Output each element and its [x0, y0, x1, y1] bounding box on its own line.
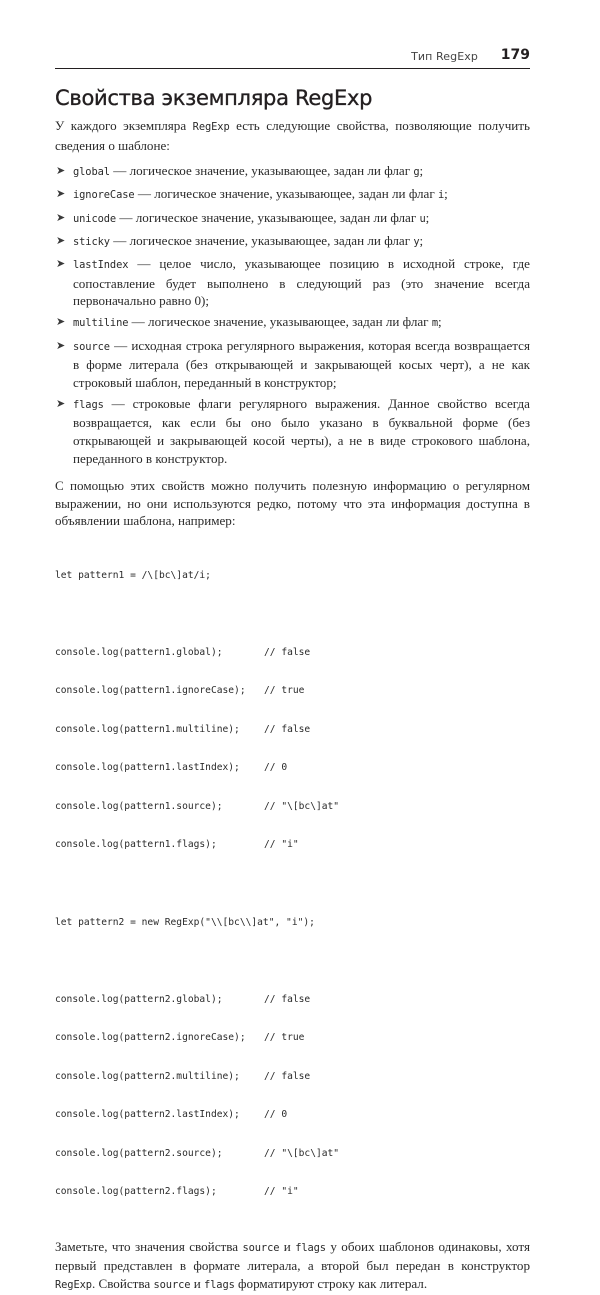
list-item: ➤ unicode — логическое значение, указывающее, задан ли флаг u; [56, 209, 430, 225]
code-comment: // "\[bc\]at" [264, 1147, 340, 1159]
property-name: source [73, 340, 110, 353]
inline-code: source [153, 1278, 191, 1291]
code-line: let pattern2 = new RegExp("\\[bc\\]at", "i"); [55, 916, 315, 928]
code-comment: // false [264, 993, 311, 1005]
list-item: ➤ ignoreCase — логическое значение, указывающее, задан ли флаг i; [56, 186, 448, 202]
code-line: console.log(pattern2.lastIndex); // 0 [55, 1109, 288, 1121]
arrow-bullet-icon: ➤ [56, 164, 66, 178]
arrow-bullet-icon: ➤ [56, 315, 66, 329]
property-name: lastIndex [73, 258, 129, 271]
code-comment: // "i" [264, 1186, 299, 1198]
arrow-bullet-icon: ➤ [56, 210, 66, 224]
section-title: Тип RegExp [411, 50, 478, 63]
property-name: multiline [73, 317, 129, 330]
running-header [55, 46, 530, 69]
closing-paragraph: Заметьте, что значения свойства source и flags у обоих шаблонов одинаковы, хотя первый представлен в формате литерала, а второй был передан в конструктор RegExp. Свойства source и flags форматируют строку как литерал. [55, 1238, 530, 1291]
property-name: global [73, 166, 110, 179]
code-comment: // false [264, 723, 311, 735]
code-line: console.log(pattern1.ignoreCase); // true [55, 685, 305, 697]
code-line: console.log(pattern2.ignoreCase); // true [55, 1032, 305, 1044]
property-name: flags [73, 398, 104, 411]
code-line: console.log(pattern2.flags); // "i" [55, 1186, 299, 1198]
code-line: console.log(pattern1.lastIndex); // 0 [55, 762, 288, 774]
inline-code: flags [295, 1241, 326, 1254]
code-comment: // 0 [264, 762, 288, 774]
property-name: unicode [73, 212, 117, 225]
code-line: console.log(pattern2.source); // "\[bc\]at" [55, 1147, 340, 1159]
code-line: console.log(pattern1.source); // "\[bc\]at" [55, 800, 340, 812]
code-line: console.log(pattern1.flags); // "i" [55, 839, 299, 851]
intro-paragraph: У каждого экземпляра RegExp есть следующие свойства, позволяющие получить сведения о шаблоне: [55, 118, 531, 153]
property-name: ignoreCase [73, 189, 135, 202]
code-comment: // true [264, 685, 305, 697]
code-line: console.log(pattern2.global); // false [55, 993, 311, 1005]
code-comment: // 0 [264, 1109, 288, 1121]
code-blank-line [55, 955, 530, 968]
code-line: console.log(pattern2.multiline); // false [55, 1070, 311, 1082]
list-item: ➤ sticky — логическое значение, указывающее, задан ли флаг y; [56, 232, 424, 248]
list-item: ➤ global — логическое значение, указывающее, задан ли флаг g; [56, 163, 424, 179]
property-name: sticky [73, 235, 110, 248]
code-comment: // false [264, 1070, 311, 1082]
code-comment: // "i" [264, 839, 299, 851]
code-listing [55, 544, 530, 1225]
body-paragraph: С помощью этих свойств можно получить полезную информацию о регулярном выражении, но они используются редко, потому что эта информация доступна в объявлении шаблона, например: [55, 478, 530, 529]
code-line: console.log(pattern1.global); // false [55, 646, 311, 658]
list-item: ➤ flags — строковые флаги регулярного выражения. Данное свойство всегда возвращается, как если бы оно было указано в буквальной форме (без открывающей и закрывающей косой черты), а не в виде строкового шаблона, переданного в конструктор. [56, 395, 530, 466]
arrow-bullet-icon: ➤ [56, 338, 66, 352]
page-number: 179 [500, 47, 530, 63]
property-list [55, 162, 530, 467]
inline-code: flags [204, 1278, 235, 1291]
list-item: ➤ lastIndex — целое число, указывающее позицию в исходной строке, где сопоставление будет выполнено в следующий раз (это значение всегда первоначально равно 0); [56, 255, 530, 309]
code-comment: // false [264, 646, 311, 658]
code-line: let pattern1 = /\[bc\]at/i; [55, 569, 211, 581]
page-title: Свойства экземпляра RegExp [55, 86, 373, 110]
code-blank-line [55, 878, 530, 891]
arrow-bullet-icon: ➤ [56, 187, 66, 201]
arrow-bullet-icon: ➤ [56, 396, 66, 410]
code-line: console.log(pattern1.multiline); // false [55, 723, 311, 735]
code-comment: // "\[bc\]at" [264, 800, 340, 812]
code-blank-line [55, 608, 530, 621]
code-comment: // true [264, 1032, 305, 1044]
arrow-bullet-icon: ➤ [56, 256, 66, 270]
list-item: ➤ source — исходная строка регулярного выражения, которая всегда возвращается в форме литерала (без открывающей и закрывающей косых черт), а не как строковый шаблон, переданный в конструктор; [56, 337, 530, 390]
arrow-bullet-icon: ➤ [56, 233, 66, 247]
inline-code: RegExp [192, 121, 230, 133]
list-item: ➤ multiline — логическое значение, указывающее, задан ли флаг m; [56, 314, 442, 330]
inline-code: RegExp [55, 1278, 92, 1291]
page-content [55, 117, 530, 1295]
inline-code: source [242, 1241, 280, 1254]
